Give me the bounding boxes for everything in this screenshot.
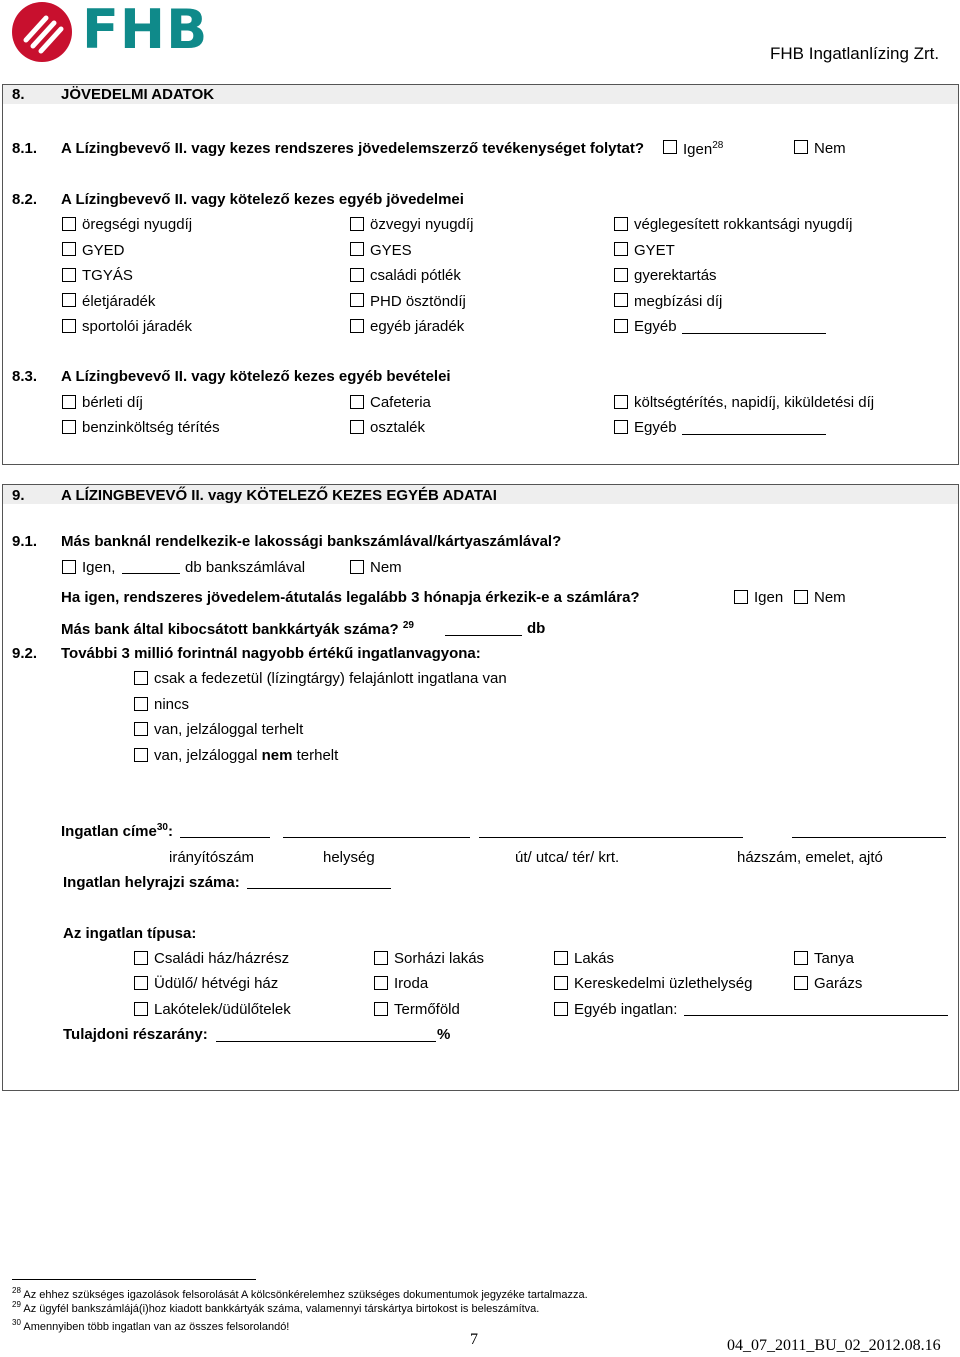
zip-caption: irányítószám [169,849,255,866]
income-option-label: életjáradék [82,293,156,310]
city-input[interactable] [283,837,470,838]
ownership-input[interactable] [216,1041,436,1042]
income-option[interactable] [350,319,364,333]
cards-unit: db [527,620,546,637]
street-caption: út/ utca/ tér/ krt. [515,849,620,866]
logo-text: FHB [82,0,209,61]
property-type-label-item: Üdülő/ hétvégi ház [154,975,279,992]
income-option[interactable] [614,242,628,256]
footnote-separator [12,1279,256,1280]
property-type-label-item: Tanya [814,950,855,967]
page-number: 7 [470,1331,478,1348]
property-type-label: Az ingatlan típusa: [63,925,197,942]
footnote: $^{29}$ Az ügyfél bankszámlájá(i)hoz kiadott bankkártyák száma, valamennyi társkártya birtokost is beleszámítva. [12,1300,540,1315]
income-option[interactable] [62,319,76,333]
cards-count-input[interactable] [445,635,522,636]
income-option-label: GYET [634,242,675,259]
property-option[interactable] [134,722,148,736]
income-option-label: sportolói járadék [82,318,193,335]
q83-text: A Lízingbevevő II. vagy kötelező kezes egyéb bevételei [61,368,451,385]
company-name: FHB Ingatlanlízing Zrt. [770,44,940,63]
income-option[interactable] [614,293,628,307]
fhb-logo-mark-icon [12,2,74,62]
q83-number: 8.3. [12,368,38,385]
property-type-label-item: Termőföld [394,1001,460,1018]
transfer-yes-checkbox[interactable] [734,590,748,604]
transfer-question: Ha igen, rendszeres jövedelem-átutalás legalább 3 hónapja érkezik-e a számlára? [61,589,640,606]
city-caption: helység [323,849,375,866]
revenue-option-label: bérleti díj [82,394,143,411]
street-input[interactable] [479,837,743,838]
property-type-option[interactable] [374,1002,388,1016]
revenue-option-label: Cafeteria [370,394,431,411]
income-option[interactable] [350,268,364,282]
revenue-option[interactable] [614,420,628,434]
property-type-option[interactable] [374,976,388,990]
house-input[interactable] [792,837,946,838]
income-option-label: egyéb járadék [370,318,465,335]
income-option-label: megbízási díj [634,293,723,310]
income-option[interactable] [350,293,364,307]
q81-no-label: Nem [814,140,846,157]
house-caption: házszám, emelet, ajtó [737,849,883,866]
property-type-option[interactable] [794,976,808,990]
q91-yes-suffix: db bankszámlával [185,559,306,576]
property-type-label-item: Családi ház/házrész [154,950,290,967]
income-option-label: GYED [82,242,125,259]
transfer-yes-label: Igen [754,589,784,606]
income-option[interactable] [614,217,628,231]
income-option-label: TGYÁS [82,267,133,284]
q91-no-label: Nem [370,559,402,576]
property-type-option[interactable] [134,951,148,965]
revenue-other-input[interactable] [682,434,826,435]
section-9-frame [2,484,959,1091]
income-option[interactable] [614,319,628,333]
account-count-input[interactable] [122,573,180,574]
footnote: $^{28}$ Az ehhez szükséges igazolások felsorolását A kölcsönkérelemhez szükséges dokumentumok jegyzéke tartalmazza. [12,1286,588,1301]
property-type-label-item: Iroda [394,975,429,992]
property-type-option[interactable] [134,1002,148,1016]
income-option[interactable] [62,268,76,282]
property-type-option[interactable] [554,976,568,990]
income-option[interactable] [62,293,76,307]
parcel-input[interactable] [247,888,391,889]
q92-number: 9.2. [12,645,38,662]
transfer-no-label: Nem [814,589,846,606]
property-type-option[interactable] [554,1002,568,1016]
income-option-label: PHD ösztöndíj [370,293,466,310]
property-type-label-item: Egyéb ingatlan: [574,1001,678,1018]
property-type-label-item: Sorházi lakás [394,950,485,967]
ownership-label: Tulajdoni részarány: [63,1026,208,1043]
q91-yes-checkbox[interactable] [62,560,76,574]
parcel-label: Ingatlan helyrajzi száma: [63,874,240,891]
q91-text: Más banknál rendelkezik-e lakossági bankszámlával/kártyaszámlával? [61,533,562,550]
address-label: Ingatlan címe$^{30}$: [61,822,173,840]
revenue-option[interactable] [350,420,364,434]
zip-input[interactable] [180,837,270,838]
q81-yes-label: Igen$^{28}$ [683,140,724,158]
income-other-input[interactable] [682,333,826,334]
income-option-label: GYES [370,242,412,259]
q91-yes-label: Igen, [82,559,116,576]
property-type-label-item: Garázs [814,975,863,992]
transfer-no-checkbox[interactable] [794,590,808,604]
revenue-option-label: Egyéb [634,419,677,436]
property-type-option[interactable] [134,976,148,990]
section-9-number: 9. [12,487,25,504]
property-option[interactable] [134,697,148,711]
q92-text: További 3 millió forintnál nagyobb értékű ingatlanvagyona: [61,645,481,662]
property-type-label-item: Lakás [574,950,615,967]
property-option[interactable] [134,671,148,685]
revenue-option[interactable] [62,420,76,434]
q81-no-checkbox[interactable] [794,140,808,154]
ownership-unit: % [437,1026,451,1043]
income-option-label: véglegesített rokkantsági nyugdíj [634,216,853,233]
q91-number: 9.1. [12,533,38,550]
property-type-label-item: Lakótelek/üdülőtelek [154,1001,291,1018]
section-8-number: 8. [12,86,25,103]
footnote: $^{30}$ Amennyiben több ingatlan van az összes felsorolandó! [12,1318,290,1333]
income-option[interactable] [62,242,76,256]
income-option-label: özvegyi nyugdíj [370,216,474,233]
property-option-label: van, jelzáloggal nem terhelt [154,747,339,764]
q81-text: A Lízingbevevő II. vagy kezes rendszeres jövedelemszerző tevékenységet folytat? [61,140,645,157]
revenue-option-label: költségtérítés, napidíj, kiküldetési díj [634,394,875,411]
property-type-option[interactable] [794,951,808,965]
property-option-label: van, jelzáloggal terhelt [154,721,304,738]
revenue-option-label: benzinköltség térítés [82,419,220,436]
revenue-option-label: osztalék [370,419,426,436]
q82-text: A Lízingbevevő II. vagy kötelező kezes egyéb jövedelmei [61,191,464,208]
income-option[interactable] [350,217,364,231]
income-option-label: gyerektartás [634,267,717,284]
document-code: 04_07_2011_BU_02_2012.08.16 [727,1337,941,1354]
income-option[interactable] [350,242,364,256]
revenue-option[interactable] [614,395,628,409]
q81-number: 8.1. [12,140,38,157]
income-option[interactable] [62,217,76,231]
q82-number: 8.2. [12,191,38,208]
property-option-label: csak a fedezetül (lízingtárgy) felajánlott ingatlana van [154,670,507,687]
income-option-label: Egyéb [634,318,677,335]
q81-yes-checkbox[interactable] [663,140,677,154]
cards-question: Más bank által kibocsátott bankkártyák száma? $^{29}$ [61,620,414,638]
income-option-label: családi pótlék [370,267,461,284]
property-type-label-item: Kereskedelmi üzlethelység [574,975,753,992]
property-type-option[interactable] [554,951,568,965]
revenue-option[interactable] [62,395,76,409]
income-option-label: öregségi nyugdíj [82,216,193,233]
revenue-option[interactable] [350,395,364,409]
income-option[interactable] [614,268,628,282]
q91-no-checkbox[interactable] [350,560,364,574]
property-type-option[interactable] [374,951,388,965]
other-property-input[interactable] [684,1015,948,1016]
property-option[interactable] [134,748,148,762]
property-option-label: nincs [154,696,190,713]
section-9-title: A LÍZINGBEVEVŐ II. vagy KÖTELEZŐ KEZES EGYÉB ADATAI [61,487,497,504]
section-8-title: JÖVEDELMI ADATOK [61,86,215,103]
